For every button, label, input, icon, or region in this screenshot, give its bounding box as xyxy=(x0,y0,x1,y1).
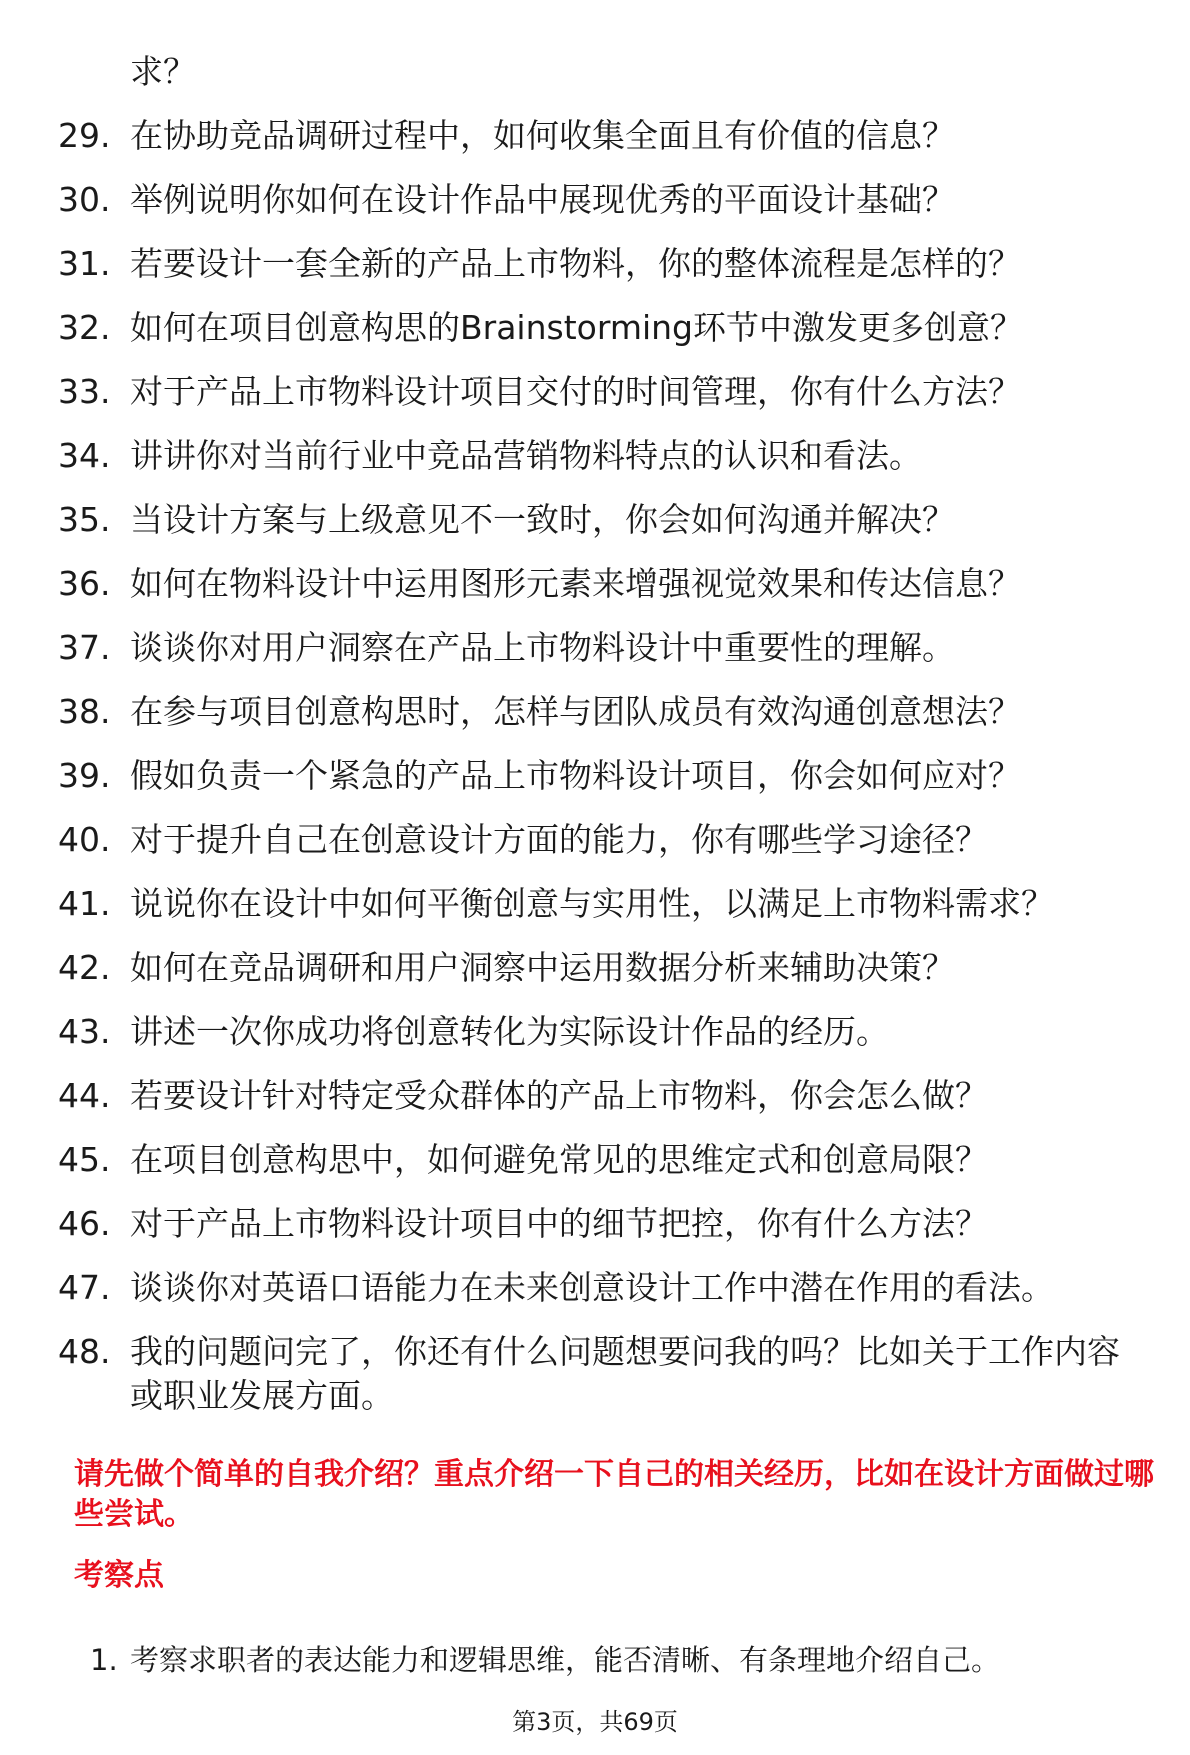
question-item xyxy=(58,242,1148,286)
question-text: 若要设计一套全新的产品上市物料，你的整体流程是怎样的？ xyxy=(130,244,1021,283)
question-text: 在协助竞品调研过程中，如何收集全面且有价值的信息？ xyxy=(130,116,955,155)
question-text: 举例说明你如何在设计作品中展现优秀的平面设计基础？ xyxy=(130,180,955,219)
assessment-points-heading: 考察点 xyxy=(74,1558,164,1593)
question-number: 39. xyxy=(58,756,111,795)
question-text: 谈谈你对英语口语能力在未来创意设计工作中潜在作用的看法。 xyxy=(130,1268,1054,1307)
question-item xyxy=(58,1202,1148,1246)
question-text: 求？ xyxy=(130,52,196,91)
question-text: 讲述一次你成功将创意转化为实际设计作品的经历。 xyxy=(130,1012,889,1051)
question-number: 35. xyxy=(58,500,111,539)
question-text: 对于产品上市物料设计项目交付的时间管理，你有什么方法？ xyxy=(130,372,1021,411)
question-item xyxy=(58,1010,1148,1054)
question-text: 在参与项目创意构思时，怎样与团队成员有效沟通创意想法？ xyxy=(130,692,1021,731)
question-text: 对于提升自己在创意设计方面的能力，你有哪些学习途径？ xyxy=(130,820,988,859)
question-number: 44. xyxy=(58,1076,111,1115)
question-number: 37. xyxy=(58,628,111,667)
question-item xyxy=(58,690,1148,734)
page-number: 第3页，共69页 xyxy=(512,1708,678,1736)
question-item xyxy=(58,306,1148,350)
question-text: 谈谈你对用户洞察在产品上市物料设计中重要性的理解。 xyxy=(130,628,955,667)
point-text: 考察求职者的表达能力和逻辑思维，能否清晰、有条理地介绍自己。 xyxy=(130,1643,1001,1677)
highlighted-question: 请先做个简单的自我介绍？重点介绍一下自己的相关经历，比如在设计方面做过哪些尝试。 xyxy=(74,1457,1154,1532)
question-number: 29. xyxy=(58,116,111,155)
question-list xyxy=(58,50,1148,1438)
question-text: 假如负责一个紧急的产品上市物料设计项目，你会如何应对？ xyxy=(130,756,1021,795)
question-text: 对于产品上市物料设计项目中的细节把控，你有什么方法？ xyxy=(130,1204,988,1243)
question-item xyxy=(58,562,1148,606)
question-item xyxy=(58,1330,1148,1418)
assessment-point-list xyxy=(90,1640,1000,1680)
question-text: 我的问题问完了，你还有什么问题想要问我的吗？比如关于工作内容或职业发展方面。 xyxy=(130,1332,1120,1415)
question-text: 如何在竞品调研和用户洞察中运用数据分析来辅助决策？ xyxy=(130,948,955,987)
question-text: 说说你在设计中如何平衡创意与实用性，以满足上市物料需求？ xyxy=(130,884,1054,923)
question-number: 30. xyxy=(58,180,111,219)
question-item xyxy=(58,946,1148,990)
question-item xyxy=(58,50,1148,94)
question-number: 34. xyxy=(58,436,111,475)
question-item xyxy=(58,114,1148,158)
question-number: 33. xyxy=(58,372,111,411)
list-item xyxy=(90,1640,1000,1680)
question-text: 当设计方案与上级意见不一致时，你会如何沟通并解决？ xyxy=(130,500,955,539)
question-item xyxy=(58,370,1148,414)
question-number: 42. xyxy=(58,948,111,987)
question-item xyxy=(58,882,1148,926)
question-item xyxy=(58,1138,1148,1182)
question-text: 如何在项目创意构思的Brainstorming环节中激发更多创意？ xyxy=(130,308,1023,347)
question-number: 40. xyxy=(58,820,111,859)
question-item xyxy=(58,818,1148,862)
question-number: 38. xyxy=(58,692,111,731)
question-number: 46. xyxy=(58,1204,111,1243)
question-item xyxy=(58,754,1148,798)
question-item xyxy=(58,1074,1148,1118)
question-text: 在项目创意构思中，如何避免常见的思维定式和创意局限？ xyxy=(130,1140,988,1179)
question-item xyxy=(58,498,1148,542)
question-number: 47. xyxy=(58,1268,111,1307)
question-number: 36. xyxy=(58,564,111,603)
point-number: 1. xyxy=(90,1643,118,1677)
question-item xyxy=(58,626,1148,670)
question-number: 43. xyxy=(58,1012,111,1051)
question-number: 31. xyxy=(58,244,111,283)
question-text: 若要设计针对特定受众群体的产品上市物料，你会怎么做？ xyxy=(130,1076,988,1115)
question-item xyxy=(58,1266,1148,1310)
question-text: 讲讲你对当前行业中竞品营销物料特点的认识和看法。 xyxy=(130,436,922,475)
question-number: 45. xyxy=(58,1140,111,1179)
question-number: 41. xyxy=(58,884,111,923)
question-text: 如何在物料设计中运用图形元素来增强视觉效果和传达信息？ xyxy=(130,564,1021,603)
question-item xyxy=(58,434,1148,478)
question-number: 32. xyxy=(58,308,111,347)
question-number: 48. xyxy=(58,1332,111,1371)
question-item xyxy=(58,178,1148,222)
